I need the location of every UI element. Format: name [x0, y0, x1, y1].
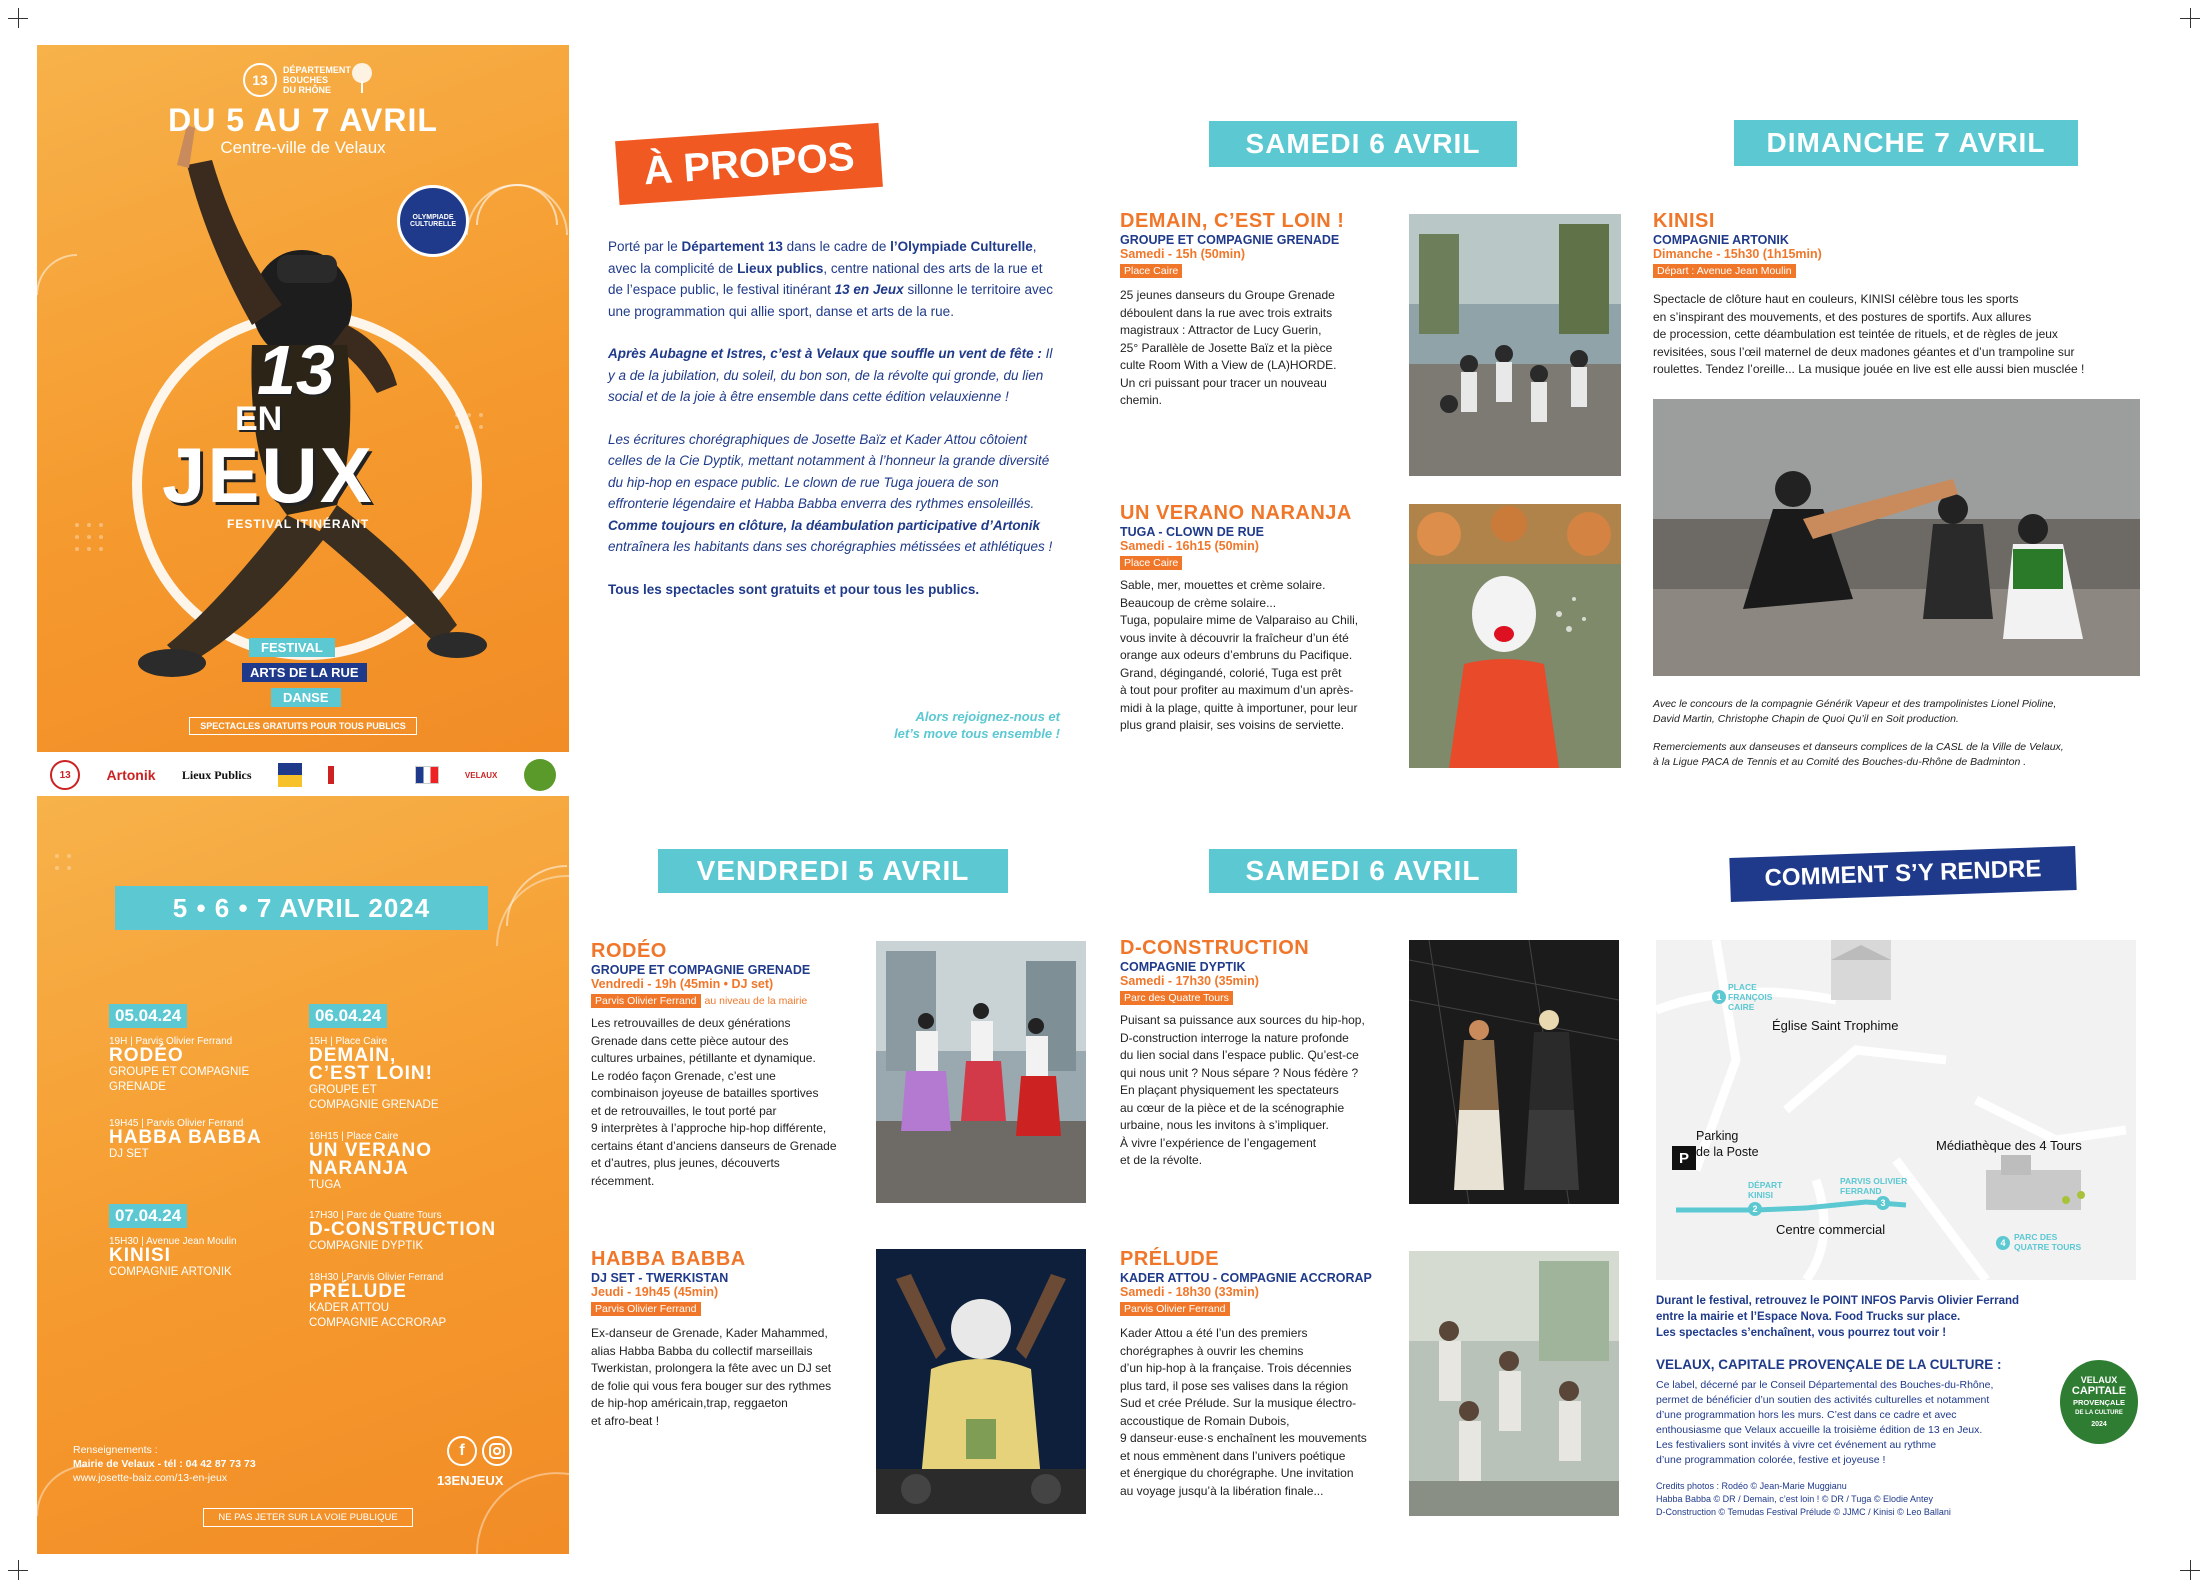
event-date: Jeudi - 19h45 (45min)	[591, 1285, 719, 1299]
crop-mark	[2180, 1560, 2200, 1580]
schedule-date-07: 07.04.24	[109, 1204, 187, 1228]
event-title: KINISI	[1653, 210, 1715, 232]
event-description: Kader Attou a été l’un des premiers chorégraphes à ouvrir les chemins d’un hip-hop à la française. Trois décennies plus tard, il pose ses valises dans la région Sud et crée Prélude. Sur la musique électro- accoustique de Romain Dubois, 9 danseur·euse·s enchaînent les mouvements et nous emmènent dans l’univers poétique et énergique du chorégraphe. Une invitation au voyage jusqu’à la libération finale...	[1120, 1326, 1367, 1498]
event-title: HABBA BABBA	[591, 1248, 746, 1270]
event-company: TUGA - CLOWN DE RUE	[1120, 525, 1264, 539]
partner-logo-lieux-publics: Lieux Publics	[181, 767, 252, 782]
map-label-depart: DÉPART KINISI	[1748, 1180, 1783, 1200]
event-title: PRÉLUDE	[1120, 1248, 1220, 1270]
event-place: Départ : Avenue Jean Moulin	[1653, 264, 1796, 278]
social-handle: 13ENJEUX	[437, 1473, 504, 1488]
event-description: Ex-danseur de Grenade, Kader Mahammed, alias Habba Babba du collectif marseillais Twerkistan, prolongera la fête avec un DJ set de folie qui vous fera bouger sur des rythmes de hip-hop américain,trap, reggaeton et afro-beat !	[591, 1326, 832, 1428]
event-company: KADER ATTOU - COMPAGNIE ACCRORAP	[1120, 1271, 1372, 1285]
apropos-paragraph-3: Les écritures chorégraphiques de Josette Baïz et Kader Attou côtoient celles de la Cie Dyptik, mettant notamment à l’honneur la grande diversité du hip-hop en espace public. Le clown de rue Tuga jouera de son effronterie légendaire et Habba Babba enverra des rythmes ensoleillés. Comme toujours en clôture, la déambulation participative d’Artonik entraînera les habitants dans ses chorégraphies métissées et athlétiques !	[608, 431, 1053, 554]
schedule-title: 5 • 6 • 7 AVRIL 2024	[115, 886, 488, 930]
map-marker-4[interactable]: 4	[1996, 1236, 2010, 1250]
dimanche-banner: DIMANCHE 7 AVRIL	[1734, 120, 2078, 166]
schedule-date-06: 06.04.24	[309, 1004, 387, 1028]
vendredi-banner: VENDREDI 5 AVRIL	[658, 849, 1008, 893]
apropos-banner: À PROPOS	[615, 123, 883, 205]
tag-arts-de-la-rue: ARTS DE LA RUE	[242, 663, 367, 682]
event-date: Samedi - 15h (50min)	[1120, 247, 1246, 261]
instagram-icon[interactable]	[482, 1436, 512, 1466]
schedule-item-demain: 15H | Place Caire DEMAIN, C’EST LOIN! GROUPE ET COMPAGNIE GRENADE	[309, 1036, 439, 1111]
event-company: GROUPE ET COMPAGNIE GRENADE	[591, 963, 811, 977]
event-title: D-CONSTRUCTION	[1120, 937, 1310, 959]
photo-d-construction	[1409, 940, 1619, 1204]
map-marker-2[interactable]: 2	[1748, 1202, 1762, 1216]
cover-dates: DU 5 AU 7 AVRIL	[168, 102, 438, 138]
event-company: COMPAGNIE ARTONIK	[1653, 233, 1789, 247]
event-place: Parvis Olivier Ferrand	[591, 1302, 701, 1316]
event-description: Spectacle de clôture haut en couleurs, KINISI célèbre tous les sports en s’inspirant des mouvements, et des postures de sportifs. Aux allures de procession, cette déambulation est teintée de rituels, et de règles de jeux revisitées, sous l’œil maternel de deux madones géantes et d’un trampoline sur roulettes. Tendez l’oreille... La musique jouée en live est elle aussi bien musclée !	[1653, 292, 2085, 376]
partner-logo-capitale	[524, 759, 556, 791]
photo-habba-babba	[876, 1249, 1086, 1514]
partners-strip	[37, 755, 569, 795]
partner-logo-artonik: Artonik	[106, 767, 156, 783]
event-un-verano-naranja	[1120, 502, 1410, 735]
crop-mark	[8, 8, 28, 28]
access-infos: Durant le festival, retrouvez le POINT INFOS Parvis Olivier Ferrand entre la mairie et l’Espace Nova. Food Trucks sur place. Les spectacles s’enchaînent, vous pourrez tout voir !	[1656, 1295, 2020, 1339]
apropos-paragraph-1: Porté par le Département 13 dans le cadre de l’Olympiade Culturelle, avec la complicité de Lieux publics, centre national des arts de la rue et de l’espace public, le festival itinérant 13 en Jeux sillonne le territoire avec une programmation qui allie sport, danse et arts de la rue.	[608, 239, 1054, 319]
partner-logo-13: 13	[50, 760, 80, 790]
logo-en: EN	[235, 400, 283, 438]
schedule-info: Renseignements : Mairie de Velaux - tél : 04 42 87 73 73 www.josette-baiz.com/13-en-jeux	[73, 1444, 256, 1484]
cover-free-notice: SPECTACLES GRATUITS POUR TOUS PUBLICS	[189, 717, 417, 735]
capitale-text: Ce label, décerné par le Conseil Départemental des Bouches-du-Rhône, permet de bénéficier d’un soutien des activités culturelles et notamment d’une programmation hors les murs. C’est dans ce cadre et avec enthousiasme que Velaux accueille la troisième édition de 13 en Jeux. Les festivaliers sont invités à vivre cet événement au rythme d’une programmation colorée, festive et joyeuse !	[1656, 1379, 1994, 1466]
event-prelude	[1120, 1248, 1410, 1500]
photo-un-verano-naranja	[1409, 504, 1621, 768]
event-habba-babba	[591, 1248, 871, 1430]
event-place: Parvis Olivier Ferrand	[591, 994, 701, 1008]
photo-kinisi	[1653, 399, 2140, 676]
facebook-icon[interactable]: f	[447, 1436, 477, 1466]
map-label-place-caire: PLACE FRANÇOIS CAIRE	[1728, 982, 1773, 1012]
event-kinisi	[1653, 210, 2153, 379]
partner-logo-velaux: VELAUX	[464, 770, 498, 780]
partner-logo-region	[328, 766, 388, 784]
tag-danse: DANSE	[271, 688, 341, 707]
event-place-note: au niveau de la mairie	[704, 995, 808, 1007]
event-description: Sable, mer, mouettes et crème solaire. Beaucoup de crème solaire... Tuga, populaire mime de Valparaiso au Chili, vous invite à découvrir la fraîcheur d’un été orange aux odeurs d’embruns du Pacifique. Grand, dégingandé, colorié, Tuga est prêt à tout pour profiter au maximum d’un après- midi à la plage, quitte à importuner, pour leur plus grand plaisir, ses voisins de serviette.	[1120, 578, 1359, 732]
map-marker-1[interactable]: 1	[1712, 990, 1726, 1004]
event-place: Parvis Olivier Ferrand	[1120, 1302, 1230, 1316]
map-label-parc: PARC DES QUATRE TOURS	[2014, 1232, 2082, 1252]
event-description: Puisant sa puissance aux sources du hip-hop, D-construction interroge la nature profonde du lien social dans l’espace public. Qu’est-ce qui nous unit ? Nous sépare ? Nous fédère ? En plaçant physiquement les spectateurs au cœur de la pièce et de la scénographie urbaine, nous les invitons à s’impliquer. À vivre l’expérience de l’engagement et de la révolte.	[1120, 1013, 1365, 1167]
logo-jeux: JEUX	[162, 431, 374, 519]
map-label-eglise: Église Saint Trophime	[1772, 1018, 1899, 1033]
schedule-item-prelude: 18H30 | Parvis Olivier Ferrand PRÉLUDE KADER ATTOU COMPAGNIE ACCRORAP	[309, 1272, 447, 1329]
map-marker-3[interactable]: 3	[1876, 1196, 1890, 1210]
department-logo-icon: 13	[243, 63, 277, 97]
parking-icon[interactable]: P	[1672, 1146, 1696, 1170]
event-description: 25 jeunes danseurs du Groupe Grenade déboulent dans la rue avec trois extraits magistraux : Attractor de Lucy Guerin, 25° Parallèle de Josette Baïz et la pièce culte Room With a View de (LA)HORDE. Un cri puissant pour tracer un nouveau chemin.	[1120, 288, 1337, 407]
schedule-footer: NE PAS JETER SUR LA VOIE PUBLIQUE	[203, 1508, 413, 1527]
event-place: Parc des Quatre Tours	[1120, 991, 1233, 1005]
map-label-centre: Centre commercial	[1776, 1222, 1886, 1237]
crop-mark	[8, 1560, 28, 1580]
event-date: Samedi - 17h30 (35min)	[1120, 974, 1259, 988]
capitale-badge: VELAUX CAPITALE PROVENÇALE DE LA CULTURE 2024	[2060, 1360, 2138, 1444]
event-description: Les retrouvailles de deux générations Grenade dans cette pièce autour des cultures urbaines, pétillante et dynamique. Le rodéo façon Grenade, c’est une combinaison joyeuse de batailles sportives et de retrouvailles, le tout porté par 9 interprètes à l’approche hip-hop différente, certains étant d’anciens danseurs de Grenade et d’autres, plus jeunes, découverts récemment.	[591, 1016, 837, 1188]
schedule-date-05: 05.04.24	[109, 1004, 187, 1028]
partner-logo-republique	[415, 766, 439, 784]
event-title: DEMAIN, C’EST LOIN !	[1120, 210, 1345, 232]
photo-demain-cest-loin	[1409, 214, 1621, 476]
samedi-bottom-banner: SAMEDI 6 AVRIL	[1209, 849, 1517, 893]
event-date: Samedi - 18h30 (33min)	[1120, 1285, 1259, 1299]
apropos-paragraph-2: Après Aubagne et Istres, c’est à Velaux que souffle un vent de fête : Il y a de la jubilation, du soleil, du bon son, de la révolte qui gronde, du lien social et de la joie à être ensemble dans cette édition velauxienne !	[608, 346, 1053, 404]
event-d-construction	[1120, 937, 1410, 1170]
capitale-title: VELAUX, CAPITALE PROVENÇALE DE LA CULTURE :	[1656, 1357, 2002, 1372]
event-place: Place Caire	[1120, 264, 1182, 278]
schedule-item-kinisi: 15H30 | Avenue Jean Moulin KINISI COMPAGNIE ARTONIK	[109, 1236, 237, 1278]
event-date: Dimanche - 15h30 (1h15min)	[1653, 247, 1822, 261]
schedule-item-d-construction: 17H30 | Parc de Quatre Tours D-CONSTRUCTION COMPAGNIE DYPTIK	[309, 1210, 497, 1252]
apropos-closing: Alors rejoignez-nous et let’s move tous ensemble !	[894, 709, 1060, 741]
event-place: Place Caire	[1120, 556, 1182, 570]
logo-13: 13	[257, 331, 335, 409]
event-title: RODÉO	[591, 940, 667, 962]
event-company: DJ SET - TWERKISTAN	[591, 1271, 729, 1285]
map-label-parking: Parking de la Poste	[1696, 1129, 1759, 1159]
photo-rodeo	[876, 941, 1086, 1203]
tree-icon	[351, 61, 373, 95]
event-rodeo	[591, 940, 871, 1190]
cover-location: Centre-ville de Velaux	[220, 138, 386, 157]
samedi-top-banner: SAMEDI 6 AVRIL	[1209, 121, 1517, 167]
department-label: DÉPARTEMENT BOUCHES DU RHÔNE	[283, 65, 351, 95]
photo-prelude	[1409, 1251, 1619, 1516]
kinisi-thanks-1: Avec le concours de la compagnie Générik Vapeur et des trampolinistes Lionel Pioline, David Martin, Christophe Chapin de Quoi Qu’il en Soit production.	[1653, 698, 2057, 725]
schedule-item-habba-babba: 19H45 | Parvis Olivier Ferrand HABBA BABBA DJ SET	[109, 1118, 262, 1160]
event-title: UN VERANO NARANJA	[1120, 502, 1352, 524]
cover-panel	[37, 45, 569, 752]
map-label-mediatheque: Médiathèque des 4 Tours	[1936, 1138, 2082, 1153]
access-banner: COMMENT S’Y RENDRE	[1729, 846, 2076, 902]
event-date: Samedi - 16h15 (50min)	[1120, 539, 1259, 553]
tag-festival: FESTIVAL	[249, 638, 335, 657]
crop-mark	[2180, 8, 2200, 28]
apropos-paragraph-4: Tous les spectacles sont gratuits et pour tous les publics.	[608, 581, 980, 597]
schedule-item-rodeo: 19H | Parvis Olivier Ferrand RODÉO GROUPE ET COMPAGNIE GRENADE	[109, 1036, 250, 1093]
access-map[interactable]	[1656, 940, 2136, 1280]
photo-credits: Credits photos : Rodéo © Jean-Marie Muggianu Habba Babba © DR / Demain, c’est loin ! © DR / Tuga © Elodie Antey D-Construction © Temudas Festival Prélude © JJMC / Kinisi © Leo Ballani	[1656, 1481, 1951, 1517]
kinisi-thanks-2: Remerciements aux danseuses et danseurs complices de la CASL de la Ville de Velaux, à la Ligue PACA de Tennis et au Comité des Bouches-du-Rhône de Badminton .	[1653, 741, 2064, 768]
event-company: GROUPE ET COMPAGNIE GRENADE	[1120, 233, 1340, 247]
apropos-text	[608, 236, 1056, 621]
event-demain-cest-loin	[1120, 210, 1400, 410]
partner-logo-sports	[278, 763, 302, 787]
olympiade-seal: OLYMPIADE CULTURELLE	[397, 185, 469, 257]
logo-festival: FESTIVAL ITINÉRANT	[227, 517, 370, 531]
event-date: Vendredi - 19h (45min • DJ set)	[591, 977, 774, 991]
map-label-parvis: PARVIS OLIVIER FERRAND	[1840, 1176, 1908, 1196]
event-company: COMPAGNIE DYPTIK	[1120, 960, 1246, 974]
schedule-panel	[37, 796, 569, 1554]
schedule-item-verano: 16H15 | Place Caire UN VERANO NARANJA TUGA	[309, 1131, 433, 1191]
